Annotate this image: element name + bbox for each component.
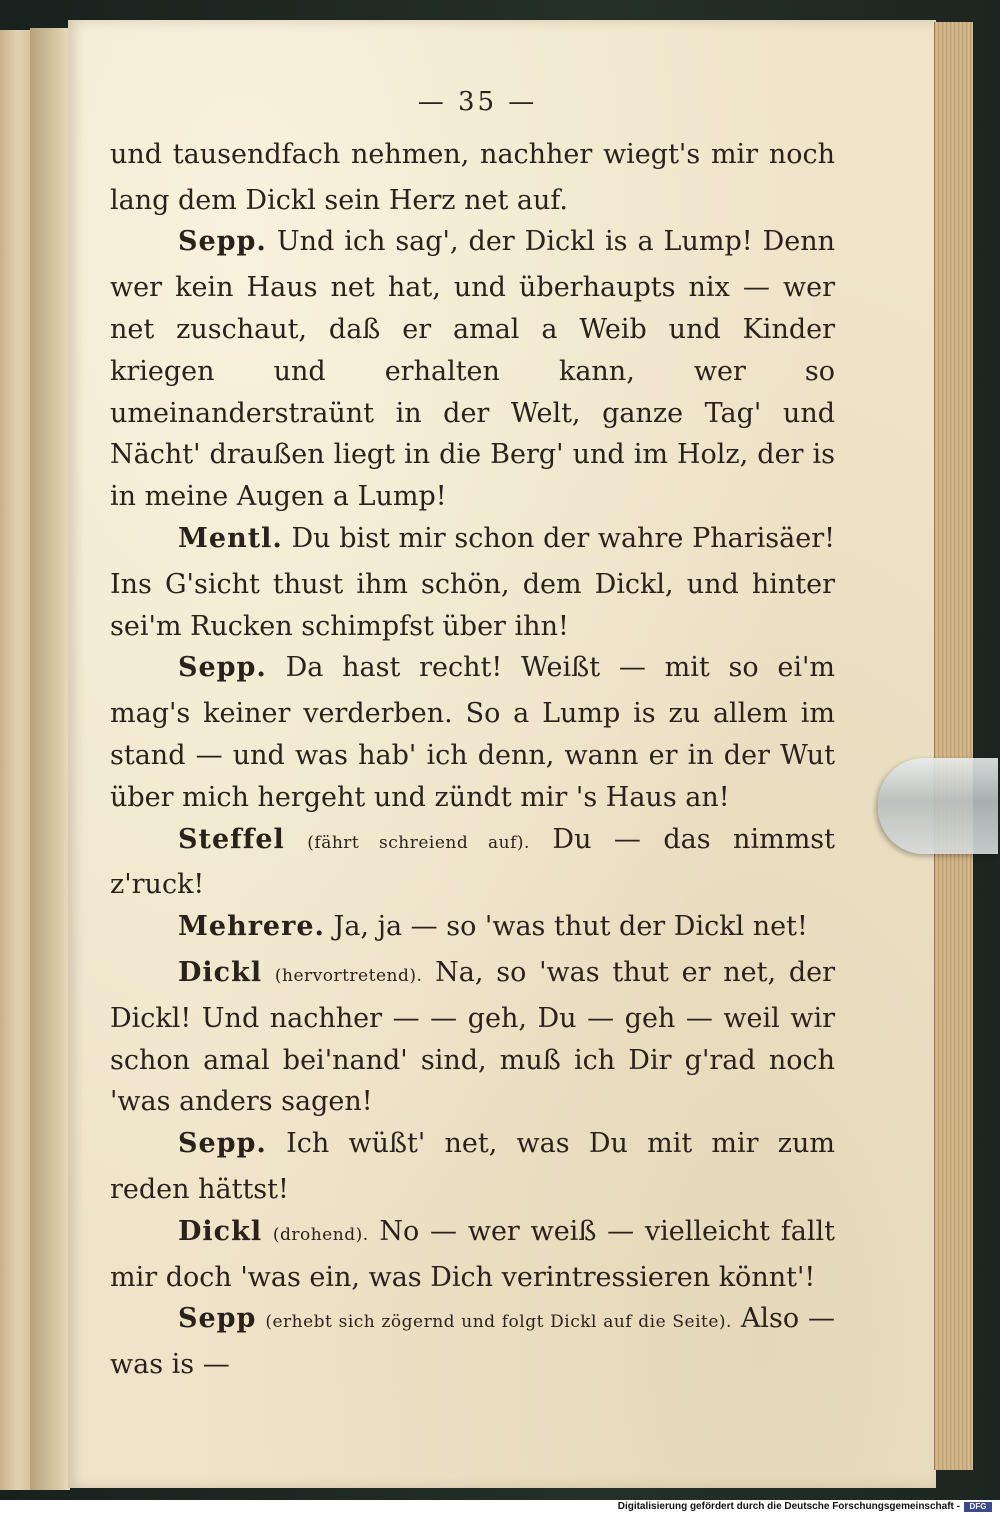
paragraph (110, 647, 835, 818)
paragraph (110, 952, 835, 1123)
speaker-name: Sepp. (178, 226, 267, 258)
speaker-name: Sepp (178, 1303, 257, 1335)
stage-direction: (drohend). (272, 1224, 369, 1245)
funding-notice: Digitalisierung gefördert durch die Deutsche Forschungsgemeinschaft - (617, 1501, 960, 1512)
dialogue-text: Du bist mir schon der wahre Pharisäer! Ins G'sicht thust ihm schön, dem Dickl, und hinter sei'm Rucken schimpfst über ihn! (110, 522, 835, 642)
footer-bar (0, 1500, 1000, 1514)
paragraph (110, 1298, 835, 1386)
paragraph (110, 518, 835, 647)
speaker-name: Mehrere. (178, 911, 325, 943)
paragraph (110, 906, 835, 952)
speaker-name: Dickl (178, 1215, 263, 1247)
dialogue-text: Du — das nimmst z'ruck! (110, 823, 835, 901)
speaker-name: Dickl (178, 956, 263, 988)
dialogue-text: Da hast recht! Weißt — mit so ei'm mag's keiner verderben. So a Lump is zu allem im stand — und was hab' ich denn, wann er in der Wut über mich hergeht und zündt mir 's Haus an! (110, 652, 835, 813)
paragraph (110, 1123, 835, 1211)
dialogue-text: No — wer weiß — vielleicht fallt mir doch 'was ein, was Dich verintressieren könnt'! (110, 1215, 835, 1293)
dialogue-text: Und ich sag', der Dickl is a Lump! Denn wer kein Haus net hat, und überhaupts nix — wer net zuschaut, daß er amal a Weib und Kinder kriegen und erhalten kann, wer so umeinanderstraünt in der Welt, ganze Tag' und Nächt' draußen liegt in die Berg' und im Holz, der is in meine Augen a Lump! (110, 226, 835, 513)
left-page-edge (0, 30, 32, 1490)
dialogue-text: und tausendfach nehmen, nachher wiegt's mir noch lang dem Dickl sein Herz net auf. (110, 138, 835, 216)
speaker-name: Mentl. (178, 522, 283, 554)
paragraph (110, 1211, 835, 1299)
stage-direction: (hervortretend). (274, 965, 423, 986)
dialogue-text: Na, so 'was thut er net, der Dickl! Und nachher — — geh, Du — geh — weil wir schon amal bei'nand' sind, muß ich Dir g'rad noch 'was anders sagen! (110, 956, 835, 1118)
page-number: — 35 — (417, 87, 538, 117)
dialogue-text: Ja, ja — so 'was thut der Dickl net! (333, 911, 808, 943)
paragraph (110, 221, 835, 518)
dialogue-text: Also — was is — (110, 1303, 835, 1381)
speaker-name: Sepp. (178, 1128, 267, 1160)
page-clip (878, 758, 998, 854)
stage-direction: (erhebt sich zögernd und folgt Dickl auf die Seite). (265, 1312, 732, 1333)
speaker-name: Sepp. (178, 652, 267, 684)
book-gutter (30, 28, 70, 1490)
speaker-name: Steffel (178, 823, 285, 855)
page-edges (934, 22, 973, 1470)
dfg-logo: DFG (964, 1502, 992, 1512)
page-text (110, 82, 835, 1386)
paragraph (110, 819, 835, 907)
dialogue-text: Ich wüßt' net, was Du mit mir zum reden hättst! (110, 1128, 835, 1205)
stage-direction: (fährt schreiend auf). (307, 832, 530, 853)
paragraph (110, 134, 835, 222)
